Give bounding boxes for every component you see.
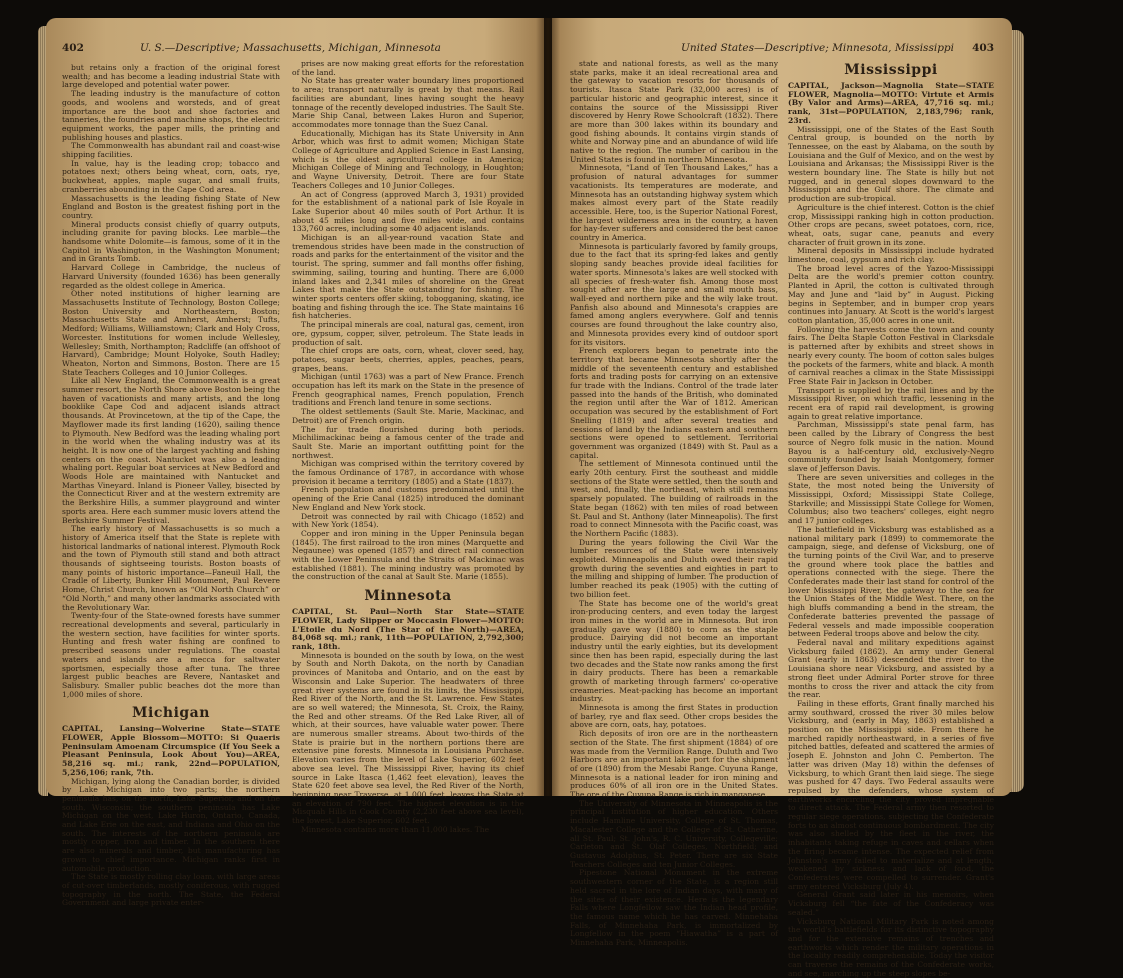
paragraph: General Grant said later in his memoirs, when Vicksburg fell “the fate of the Confederacy was sealed.” [788,891,994,917]
paragraph: Pipestone National Monument in the extreme southwestern corner of the State, is a region still held sacred in the lore of Indian days, with many of the sites of their existence. Here is the legendary Falls where Longfellow saw the Indian head profile, the famous name which he has carved. Minnehaha Falls, of Minnehaha Park, is immortalized by Longfellow in the poem “Hiawatha” is a part of Minnehaha Park, Minneapolis. [570,869,778,947]
paragraph: French explorers began to penetrate into the territory that became Minnesota shortly after the middle of the seventeenth century and established forts and trading posts for carrying on an extensive fur trade with the Indians. Control of the trade later passed into the hands of the British, who dominated the region until after the War of 1812. American occupation was secured by the establishment of Fort Snelling (1819) and after several treaties and cessions of land by the Indians eastern and southern sections were opened to settlement. Territorial government was organized (1849) with St. Paul as a capital. [570,347,778,460]
right-page-number: 403 [972,42,994,54]
left-running-header [62,42,528,60]
paragraph: Mineral deposits in Mississippi include hydrated limestone, coal, gypsum and rich clay. [788,247,994,264]
paragraph: The leading industry is the manufacture of cotton goods, and woolens and worsteds, and of great importance are the boot and shoe factories and tanneries, the foundries and machine shops, the electric equipment works, the paper mills, the printing and publishing houses and plastics. [62,90,280,142]
right-column-2 [788,62,994,784]
paragraph: The Commonwealth has abundant rail and coast-wise shipping facilities. [62,142,280,159]
mississippi-text [788,126,994,978]
paragraph: Parchman, Mississippi's state penal farm, has been called by the Library of Congress the best source of Negro folk music in the nation. Mound Bayou is a half-century old, exclusively-Negro community founded by Isaiah Montgomery, former slave of Jefferson Davis. [788,421,994,473]
paragraph: The settlement of Minnesota continued until the early 20th century. First the southeast and middle sections of the State were settled, then the south and west, and, finally, the northeast, which still remains sparsely populated. The building of railroads in the State began (1862) with ten miles of road between St. Paul and St. Anthony (later Minneapolis). The first road to connect Minnesota with the Pacific coast, was the Northern Pacific (1883). [570,460,778,538]
paragraph: Minnesota is bounded on the south by Iowa, on the west by South and North Dakota, on the north by Canadian provinces of Manitoba and Ontario, and on the east by Wisconsin and Lake Superior. The headwaters of three great river systems are found in its limits, the Mississippi, Red River of the North, and the St. Lawrence. Few States are so well watered; the Minnesota, St. Croix, the Rainy, the Red and other streams. Of the Red Lake River, all of which, at their sources, have valuable water power. There are numerous smaller streams. About two-thirds of the State is prairie but in the northern portions there are extensive pine forests. Minnesota in Louisiana Purchase. Elevation varies from the level of Lake Superior, 602 feet above sea level. The Mississippi River, having its chief source in Lake Itasca (1,462 feet elevation), leaves the State 620 feet above sea level, the Red River of the North, beginning near Traverse, at 1,000 feet, leaves the State at an elevation of 790 feet. The highest elevation is in the Misquah Hills in Cook County (2,230 feet above sea level), the lowest, Lake Superior, 602 feet. [292,652,524,826]
paragraph: Michigan, lying along the Canadian border, is divided by Lake Michigan into two parts; the northern peninsula has, on the north, Lake Superior, and on the south, Wisconsin; the southern peninsula has Lake Michigan on the west, Lake Huron, Ontario, Canada, and Lake Erie on the east, and Indiana and Ohio on the south. The interests of the northern peninsula are mostly copper, iron and timber. In the southern there are also minerals and timber, but manufacturing has grown to chief importance. Michigan ranks first in automobile production. [62,778,280,874]
mississippi-caption: CAPITAL, Jackson—Magnolia State—STATE FLOWER, Magnolia—MOTTO: Virtute et Armis (By Valor and Arms)—AREA, 47,716 sq. mi.; rank, 31st—POPULATION, 2,183,796; rank, 23rd. [788,82,994,126]
paragraph: An act of Congress (approved March 3, 1931) provided for the establishment of a national park of Isle Royale in Lake Superior about 40 miles south of Port Arthur. It is about 45 miles long and five miles wide, and contains 133,760 acres, including some 40 adjacent islands. [292,191,524,235]
paragraph: The fur trade flourished during both periods. Michilimackinac being a famous center of the trade and Sault Ste. Marie an important outfitting point for the northwest. [292,426,524,461]
left-page [46,18,544,796]
paragraph: Massachusetts is the leading fishing State of New England and Boston is the greatest fishing port in the country. [62,195,280,221]
paragraph: Mississippi, one of the States of the East South Central group, is bounded on the north by Tennessee, on the east by Alabama, on the south by Louisiana and the Gulf of Mexico, and on the west by Louisiana and Arkansas; the Mississippi River is the western boundary line. The State is hilly but not rugged, and in general slopes downward to the Mississippi and the Gulf shore. The climate and production are sub-tropical. [788,126,994,204]
paragraph: Minnesota contains more than 11,000 lakes. The [292,826,524,835]
paragraph: Rich deposits of iron ore are in the northeastern section of the State. The first shipment (1884) of ore was made from the Vermilion Range. Duluth and Two Harbors are an important lake port for the shipment of ore (1890) from the Mesabi Range. Cuyuna Range, Minnesota is a national leader for iron mining and produces 60% of all iron ore in the United States. The ore of the Cuyuna Range is rich in manganese. [570,730,778,800]
paragraph: Detroit was connected by rail with Chicago (1852) and with New York (1854). [292,513,524,530]
paragraph: Failing in these efforts, Grant finally marched his army southward, crossed the river 30 miles below Vicksburg, and (early in May, 1863) established a position on the Mississippi side. From there he marched rapidly northeastward, in a series of five pitched battles, defeated and scattered the armies of Joseph E. Johnston and John C. Pemberton. The latter was driven (May 18) within the defenses of Vicksburg, to which Grant then laid siege. The siege was pushed for 47 days. Two Federal assaults were repulsed by the defenders, whose system of earthworks encircling the city proved impregnable to direct attack. The Federal army then resorted to regular siege operations, subjecting the Confederate forts to an almost continuous bombardment. The city was also shelled by the fleet in the river, the inhabitants taking refuge in caves and cellars when the firing became intense. The expected relief from Johnston's army failed to materialize and at length, weakened by sickness and lack of food, the Confederates were compelled to surrender. Grant's army entered Vicksburg (July 4). [788,700,994,891]
paragraph: The University of Minnesota in Minneapolis is the principal institution of higher education. Others include Hamline University, College of St. Thomas, Macalester College and the College of St. Catherine, all St. Paul; St. John's, R. C. University, Collegeville; Carleton and St. Olaf Colleges, Northfield; and Gustavus Adolphus, St. Peter. There are six State Teachers Colleges and ten Junior Colleges. [570,800,778,870]
paragraph: The chief crops are oats, corn, wheat, clover seed, hay, potatoes, sugar beets, cherries, apples, peaches, pears, grapes, beans. [292,347,524,373]
right-column-1 [570,60,778,784]
paragraph: Michigan (until 1763) was a part of New France. French occupation has left its mark on the State in the presence of French geographical names, French population, French traditions and French land tenure in some sections. [292,373,524,408]
right-page [552,18,1012,796]
paragraph: Harvard College in Cambridge, the nucleus of Harvard University (founded 1636) has been generally regarded as the oldest college in America. [62,264,280,290]
paragraph: The battlefield in Vicksburg was established as a national military park (1899) to commemorate the campaign, siege, and defense of Vicksburg, one of the turning points of the Civil War, and to preserve the ground where took place the battles and operations connected with the siege. There the Confederates made their last stand for control of the lower Mississippi River, the gateway to the sea for the Union States of the Middle West. There, on the high bluffs commanding a bend in the stream, the Confederate batteries prevented the passage of Federal vessels and made impossible cooperation between Federal troops above and below the city. [788,526,994,639]
paragraph: Like all New England, the Commonwealth is a great summer resort, the North Shore above Boston being the haven of vacationists and many artists, and the long booklike Cape Cod and adjacent islands attract thousands. At Provincetown, at the tip of the Cape, the Mayflower made its first landing (1620), sailing thence to Plymouth. New Bedford was the leading whaling port in the world when the whaling industry was at its height. It is now one of the largest yachting and fishing centers on the coast. Nantucket was also a leading whaling port. Regular boat services at New Bedford and Woods Hole are maintained with Nantucket and Marthas Vineyard. Inland is Pioneer Valley, bisected by the Connecticut River and at the western extremity are the Berkshire Hills, a summer playground and winter sports area. Here each summer music lovers attend the Berkshire Summer Festival. [62,377,280,525]
paragraph: French population and customs predominated until the opening of the Erie Canal (1825) introduced the dominant New England and New York stock. [292,486,524,512]
left-running-head: U. S.—Descriptive; Massachusetts, Michigan, Minnesota [140,42,441,54]
mississippi-heading: Mississippi [788,62,994,78]
paragraph: Twenty-four of the State-owned forests have summer recreational developments and several, particularly in the western section, have facilities for winter sports. Hunting and fresh water fishing are confined to prescribed seasons under regulations. The coastal waters and islands are a mecca for saltwater sportsmen, especially those after tuna. The three largest public beaches are Revere, Nantasket and Salisbury. Smaller public beaches dot the more than 1,000 miles of shore. [62,612,280,699]
michigan-text-2 [292,60,524,582]
left-page-number: 402 [62,42,84,54]
minnesota-text-2 [570,60,778,948]
minnesota-caption: CAPITAL, St. Paul—North Star State—STATE FLOWER, Lady Slipper or Moccasin Flower—MOTTO: L'Etoile du Nord (The Star of the North)—AREA, 84,068 sq. mi.; rank, 11th—POPULATION, 2,792,300; rank, 18th. [292,608,524,652]
paragraph: Agriculture is the chief interest. Cotton is the chief crop, Mississippi ranking high in cotton production. Other crops are pecans, sweet potatoes, corn, rice, wheat, oats, sugar cane, peanuts and every character of fruit grown in its zone. [788,204,994,248]
minnesota-heading: Minnesota [292,588,524,604]
paragraph: There are seven universities and colleges in the State, the most noted being the University of Mississippi, Oxford; Mississippi State College, Starkville; and Mississippi State College for Women, Columbus; also two teachers' colleges, eight negro and 17 junior colleges. [788,474,994,526]
paragraph: Federal naval and military expeditions against Vicksburg failed (1862). An army under General Grant (early in 1863) descended the river to the Louisiana shore near Vicksburg, and assisted by a strong fleet under Admiral Porter strove for three months to cross the river and attack the city from the rear. [788,639,994,700]
paragraph: The State has become one of the world's great iron-producing centers, and even today the largest iron mines in the world are in Minnesota. But iron gradually gave way (1880) to corn as the staple produce. Dairying did not become an important industry until the early eighties, but its development since then has been rapid, especially during the last two decades and the State now ranks among the first in dairy products. There has been a remarkable growth of marketing through farmers' co-operative creameries. Meat-packing has become an important industry. [570,600,778,704]
michigan-heading: Michigan [62,705,280,721]
paragraph: Copper and iron mining in the Upper Peninsula began (1845). The first railroad to the iron mines (Marquette and Negaunee) was opened (1857) and direct rail connection with the Lower Peninsula and the Straits of Mackinac was established (1881). The mining industry was promoted by the construction of the canal at Sault Ste. Marie (1855). [292,530,524,582]
paragraph: The broad level acres of the Yazoo-Mississippi Delta are the world's premier cotton country. Planted in April, the cotton is cultivated through May and June and “laid by” in August. Picking begins in September, and in bumper crop years continues into January. At Scott is the world's largest cotton plantation, 35,000 acres in one unit. [788,265,994,326]
paragraph: Mineral products consist chiefly of quarry outputs, including granite for paving blocks. Lee marble—the handsome white Dolomite—is famous, some of it in the Capitol in Washington, in the Washington Monument; and in Grants Tomb. [62,221,280,265]
paragraph: Transport is supplied by the rail lines and by the Mississippi River, on which traffic, lessening in the recent era of rapid rail development, is growing again to great relative importance. [788,387,994,422]
paragraph: Michigan was comprised within the territory covered by the famous Ordinance of 1787, in accordance with whose provision it became a territory (1805) and a State (1837). [292,460,524,486]
paragraph: Michigan is an all-year-round vacation State and tremendous strides have been made in the construction of roads and parks for the entertainment of the visitor and the tourist. The spring, summer and fall months offer fishing, swimming, sailing, touring and hunting. There are 6,000 inland lakes and 2,341 miles of shoreline on the Great Lakes that make the State outstanding for fishing. The winter sports centers offer skiing, tobogganing, skating, ice boating and fishing through the ice. The State maintains 16 fish hatcheries. [292,234,524,321]
paragraph: Minnesota is among the first States in production of barley, rye and flax seed. Other crops besides the above are corn, oats, hay, potatoes. [570,704,778,730]
paragraph: state and national forests, as well as the many state parks, make it an ideal recreational area and the gateway to vacation resorts for thousands of tourists. Itasca State Park (32,000 acres) is of particular historic and geographic interest, since it contains the source of the Mississippi River discovered by Henry Rowe Schoolcraft (1832). There are more than 300 lakes within its boundary and good fishing abounds. It contains virgin stands of white and Norway pine and an abundance of wild life native to the region. The number of caribou in the United States is found in northern Minnesota. [570,60,778,164]
minnesota-text-1 [292,652,524,835]
paragraph: Other noted institutions of higher learning are Massachusetts Institute of Technology, Boston College; Boston University and Northeastern, Boston; Massachusetts State and Amherst, Amherst; Tufts, Medford; Williams, Williamstown; Clark and Holy Cross, Worcester. Institutions for women include Wellesley, Wellesley; Smith, Northampton; Radcliffe (an offshoot of Harvard), Cambridge; Mount Holyoke, South Hadley; Wheaton, Norton and Simmons, Boston. There are 15 State Teachers Colleges and 10 Junior Colleges. [62,290,280,377]
paragraph: Educationally, Michigan has its State University in Ann Arbor, which was first to admit women; Michigan State College of Agriculture and Applied Science in East Lansing, which is the oldest agricultural college in America; Michigan College of Mining and Technology, in Houghton; and Wayne University, Detroit. There are four State Teachers Colleges and 10 Junior Colleges. [292,130,524,191]
left-column-2 [292,60,524,784]
paragraph: The principal minerals are coal, natural gas, cement, iron ore, gypsum, copper, silver, petroleum. The State leads in production of salt. [292,321,524,347]
michigan-text-1 [62,778,280,909]
paragraph: Vicksburg National Military Park is noted among the world's battlefields for its distinctive topography and for the extensive remains of trenches and earthworks which render the military operations in the locality readily comprehensible. Today the visitor can traverse the remains of the Confederate works, and see, marching up the steep slopes be- [788,918,994,978]
paragraph: Minnesota is particularly favored by family groups, due to the fact that its spring-fed lakes and gently sloping sandy beaches provide ideal facilities for water sports. Minnesota's lakes are well stocked with all species of fresh-water fish. Among those most sought after are the large and small mouth bass, wall-eyed and northern pike and the wily lake trout. Panfish also abound and Minnesota's crappies are famed among anglers everywhere. Golf and tennis courses are found throughout the lake country also, and Minnesota provides every kind of outdoor sport for its visitors. [570,243,778,347]
michigan-caption: CAPITAL, Lansing—Wolverine State—STATE FLOWER, Apple Blossom—MOTTO: Si Quaeris Peninsulam Amoenam Circumspice (If You Seek a Pleasant Peninsula, Look About You)—AREA, 58,216 sq. mi.; rank, 22nd—POPULATION, 5,256,106; rank, 7th. [62,725,280,777]
massachusetts-text [62,64,280,699]
paragraph: prises are now making great efforts for the reforestation of the land. [292,60,524,77]
paragraph: The early history of Massachusetts is so much a history of America itself that the State is replete with historical landmarks of national interest. Plymouth Rock and the town of Plymouth still stand and both attract thousands of sightseeing tourists. Boston boasts of many points of historic importance—Faneuil Hall, the Cradle of Liberty, Bunker Hill Monument, Paul Revere Home, Christ Church, known as “Old North Church” or “Old North,” and many other landmarks associated with the Revolutionary War. [62,525,280,612]
right-running-header [570,42,994,60]
book-gutter [536,18,560,796]
paragraph: The State is mostly rolling clay loam, with large areas of cut-over timberlands, mostly coniferous, with rugged topography in the north. The State, the Federal Government and large private enter- [62,873,280,908]
paragraph: The oldest settlements (Sault Ste. Marie, Mackinac, and Detroit) are of French origin. [292,408,524,425]
page-edges-right [1010,30,1024,792]
paragraph: No State has greater water boundary lines proportioned to area; transport naturally is great by that means. Rail facilities are abundant, lines having sought the heavy tonnage of the recently developed industries. The Sault Ste. Marie Ship Canal, between Lakes Huron and Superior, accommodates more tonnage than the Suez Canal. [292,77,524,129]
right-running-head: United States—Descriptive; Minnesota, Mississippi [681,42,954,54]
paragraph: In value, hay is the leading crop; tobacco and potatoes next; others being wheat, corn, oats, rye, buckwheat, apples, maple sugar, and small fruits, cranberries abounding in the Cape Cod area. [62,160,280,195]
paragraph: During the years following the Civil War the lumber resources of the State were intensively exploited. Minneapolis and Duluth owed their rapid growth during the seventies and eighties in part to the milling and shipping of lumber. The production of lumber reached its peak (1905) with the cutting of two billion feet. [570,539,778,600]
paragraph: Minnesota, “Land of Ten Thousand Lakes,” has a profusion of natural advantages for summer vacationists. Its temperatures are moderate, and Minnesota has an outstanding highway system which makes almost every part of the State readily accessible. Here, too, is the Superior National Forest, the largest wilderness area in the country, a haven for hay-fever sufferers and considered the best canoe country in America. [570,164,778,242]
paragraph: but retains only a fraction of the original forest wealth; and has become a leading industrial State with large developed and potential water power. [62,64,280,90]
paragraph: Following the harvests come the town and county fairs. The Delta Staple Cotton Festival in Clarksdale is patterned after by exhibits and street shows in nearly every county. The boom of cotton sales bulges the pockets of the farmers, white and black. A month of carnival reaches a climax in the State Mississippi Free State Fair in Jackson in October. [788,326,994,387]
left-column-1 [62,64,280,784]
